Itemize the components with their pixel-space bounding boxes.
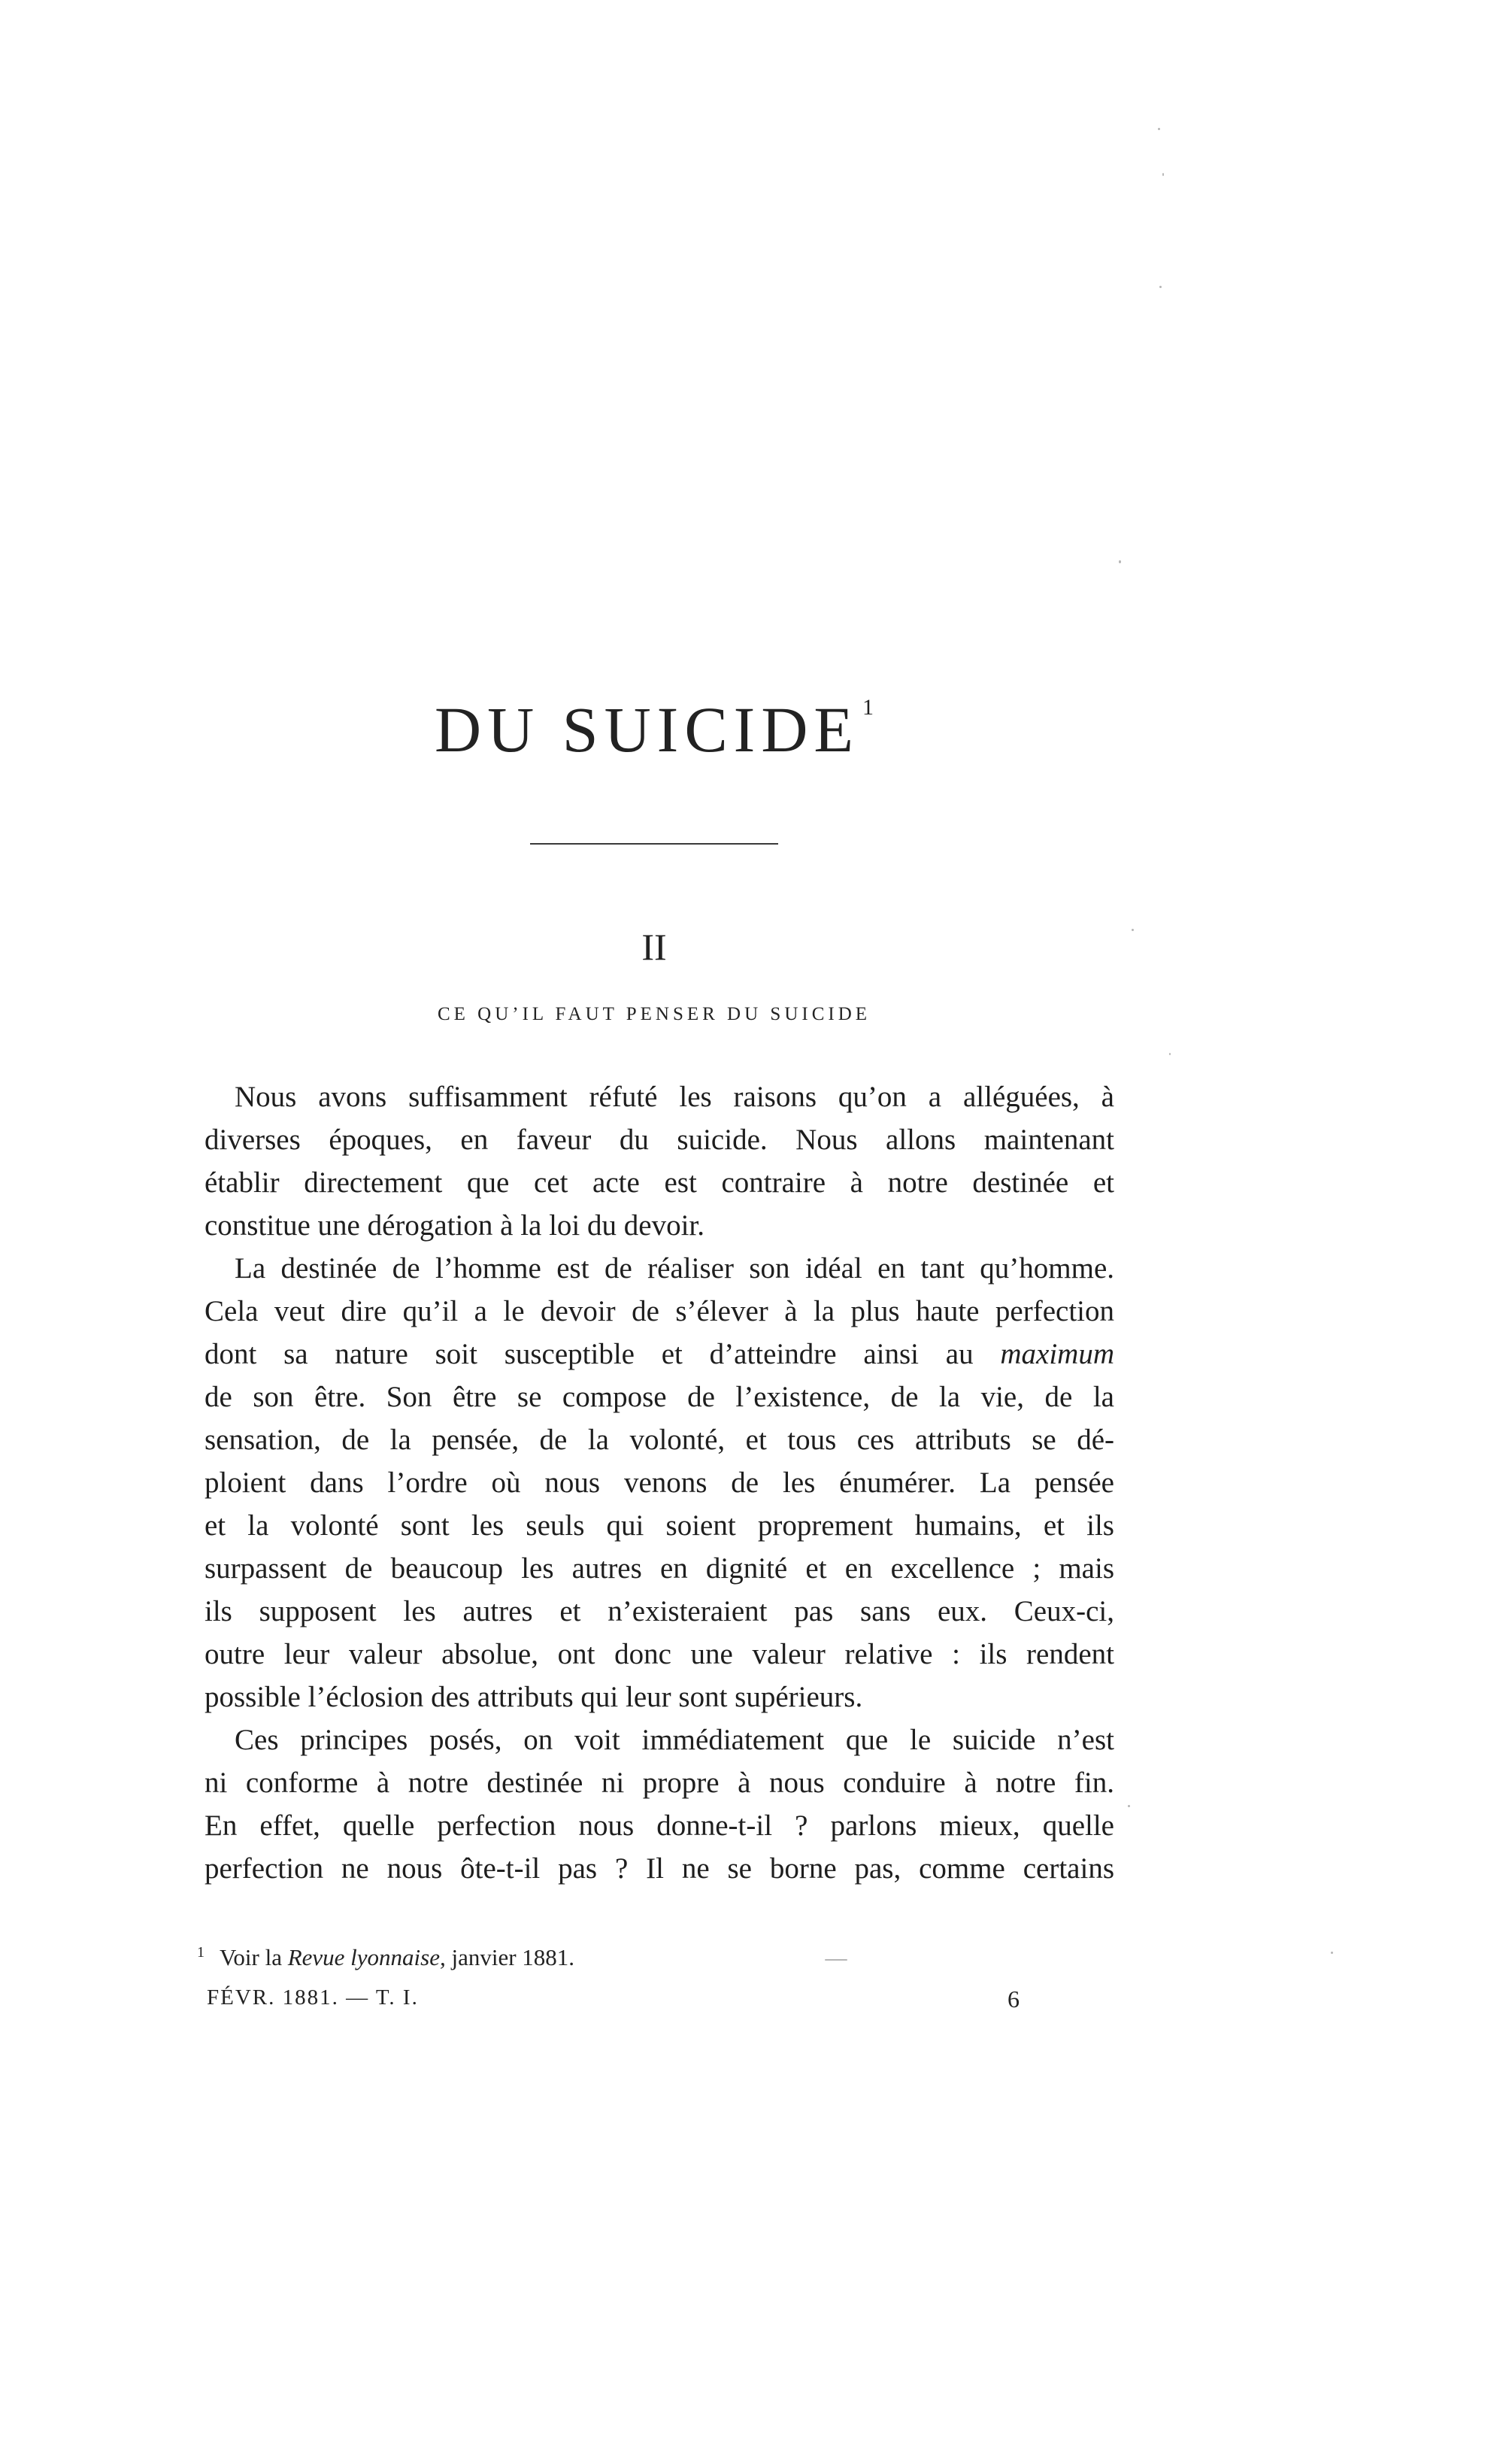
text-line: possible l’éclosion des attributs qui leur sont supérieurs.	[205, 1681, 863, 1713]
footnote-journal: Revue lyonnaise,	[287, 1944, 446, 1970]
scan-speck	[825, 1959, 847, 1961]
text-line: établir directement que cet acte est contraire à notre destinée et	[205, 1166, 1114, 1199]
text-line: La destinée de l’homme est de réaliser son idéal en tant qu’homme.	[235, 1252, 1114, 1285]
page-title	[0, 692, 1308, 767]
footnote-prefix: Voir la	[220, 1944, 282, 1970]
scan-speck	[1331, 1952, 1333, 1954]
text-line: et la volonté sont les seuls qui soient proprement humains, et ils	[205, 1509, 1114, 1542]
text-line: Cela veut dire qu’il a le devoir de s’élever à la plus haute perfection	[205, 1295, 1114, 1327]
scan-speck	[1169, 1053, 1171, 1055]
footnote	[197, 1944, 574, 1971]
text-line: En effet, quelle perfection nous donne-t-il ? parlons mieux, quelle	[205, 1809, 1114, 1842]
text-line: ni conforme à notre destinée ni propre à nous conduire à notre fin.	[205, 1767, 1114, 1799]
title-text: DU SUICIDE	[435, 693, 859, 766]
footnote-date: janvier 1881.	[451, 1944, 575, 1970]
title-footnote-mark: 1	[862, 695, 874, 720]
text-line: de son être. Son être se compose de l’existence, de la vie, de la	[205, 1381, 1114, 1413]
text-line: perfection ne nous ôte-t-il pas ? Il ne se borne pas, comme certains	[205, 1852, 1114, 1885]
scan-speck	[1158, 128, 1160, 130]
text-line: Ces principes posés, on voit immédiatement que le suicide n’est	[235, 1724, 1114, 1756]
body-text	[205, 1075, 1114, 1890]
text-line: Nous avons suffisamment réfuté les raisons qu’on a alléguées, à	[235, 1081, 1114, 1113]
text-line: diverses époques, en faveur du suicide. Nous allons maintenant	[205, 1124, 1114, 1156]
scan-speck	[1119, 560, 1121, 563]
emphasized-word: maximum	[1000, 1338, 1114, 1370]
page-number: 6	[1007, 1985, 1020, 2013]
scan-speck	[1128, 1805, 1130, 1807]
footnote-mark: 1	[197, 1944, 205, 1961]
scan-speck	[1132, 929, 1134, 931]
text-line: surpassent de beaucoup les autres en dignité et en excellence ; mais	[205, 1552, 1114, 1585]
scan-speck	[1162, 173, 1164, 176]
text-line	[205, 1333, 1114, 1376]
title-divider	[530, 843, 778, 845]
text-line: outre leur valeur absolue, ont donc une valeur relative : ils rendent	[205, 1638, 1114, 1670]
section-heading: CE QU’IL FAUT PENSER DU SUICIDE	[437, 1004, 871, 1024]
page-signature: FÉVR. 1881. — T. I.	[207, 1985, 419, 2010]
section-number: II	[641, 926, 667, 968]
text-line: sensation, de la pensée, de la volonté, et tous ces attributs se dé-	[205, 1424, 1114, 1456]
text-line: constitue une dérogation à la loi du devoir.	[205, 1209, 704, 1242]
text-line: ils supposent les autres et n’existeraient pas sans eux. Ceux-ci,	[205, 1595, 1114, 1627]
scan-speck	[1159, 286, 1162, 288]
text-line-part: dont sa nature soit susceptible et d’atteindre ainsi au maximum	[205, 1338, 1114, 1370]
text-line: ploient dans l’ordre où nous venons de les énumérer. La pensée	[205, 1467, 1114, 1499]
